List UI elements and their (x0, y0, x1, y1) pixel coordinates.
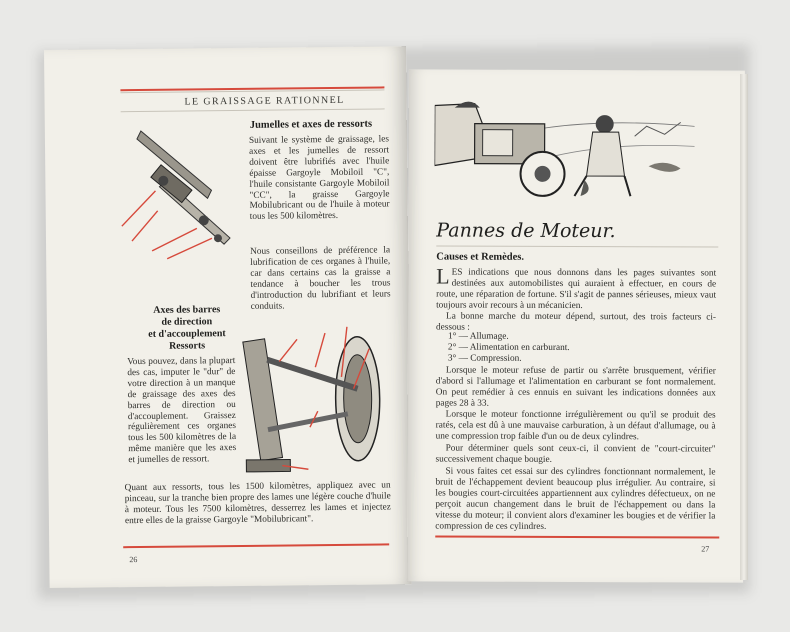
factors-list (448, 332, 570, 365)
running-head: LE GRAISSAGE RATIONNEL (184, 94, 345, 108)
dropcap: L (436, 263, 450, 289)
paragraph-factors: La bonne marche du moteur dépend, surtout, des trois facteurs ci-dessous : (435, 311, 717, 333)
spring-shackle-illustration (111, 120, 242, 261)
footer-rule-red-right (435, 536, 719, 539)
roadside-car-illustration (434, 96, 694, 207)
header-underline (121, 108, 385, 112)
factor-fuel: 2° — Alimentation en carburant. (447, 342, 570, 353)
title-underline (436, 246, 718, 248)
paragraph-intro-text: ES indications que nous donnons dans les pages suivantes sont destinées aux automobilistes qui auraient à effectuer, en cours de route, une réparation de fortune. S'il s'agit de pannes sérieuses, mieux vaut toujours avoir recours à un mécanicien. (436, 267, 717, 311)
steering-axle-illustration (237, 318, 389, 480)
page-number-right: 27 (701, 544, 710, 554)
factor-compression: 3° — Compression. (447, 353, 522, 364)
heading-springs: Ressorts (168, 340, 206, 352)
heading-shackles: Jumelles et axes de ressorts (249, 118, 373, 131)
paragraph-oil-advice: Nous conseillons de préférence la lubrification de ces organes à l'huile, car dans certains cas la graisse a tendance à boucher les trous d'introduction du lubrifiant et leurs conduits. (250, 245, 391, 312)
footer-rule-red (123, 543, 389, 548)
paragraph-steering: Vous pouvez, dans la plupart des cas, imputer le "dur" de votre direction à un manque de graissage des axes des barres de direction ou d'accouplement. Graissez régulièrement ces organes tous les 500 kilomètres de la même manière que les axes et jumelles de ressort. (127, 356, 237, 466)
heading-steering-l2: de direction (161, 316, 213, 328)
page-number-left: 26 (129, 555, 138, 565)
paragraph-misfire: Lorsque le moteur fonctionne irrégulièrement ou qu'il se produit des ratés, cela est dû à une mauvaise carburation, à un défaut d'allumage, ou à une compression trop faible d'un ou de deux cylindres. (435, 409, 716, 443)
heading-steering-l1: Axes des barres (153, 304, 221, 316)
page-edges (740, 74, 748, 580)
paragraph-springs: Quant aux ressorts, tous les 1500 kilomètres, appliquez avec un pinceau, sur la tranche bien propre des lames une légère couche d'huile à moteur. Tous les 7500 kilomètres, desserrez les lames et injectez entre elles de la graisse Gargoyle "Mobilubricant". (124, 480, 391, 526)
paragraph-test: Si vous faites cet essai sur des cylindres fonctionnant normalement, le bruit de l'échappement devient beaucoup plus irrégulier. Au contraire, si les bougies court-circuitées appartiennent aux cylindres défectueux, on ne perçoit aucun changement dans le bruit de l'échappement ou dans la vitesse du moteur; il convient alors d'examiner les bougies et de vérifier la compression de ces cylindres. (435, 466, 716, 532)
paragraph-short-circuit: Pour déterminer quels sont ceux-ci, il convient de "court-circuiter" successivement chaque bougie. (435, 443, 716, 465)
heading-steering-l3: et d'accouplement (148, 328, 226, 340)
paragraph-intro (436, 263, 717, 313)
chapter-title: Pannes de Moteur. (436, 219, 616, 243)
factor-ignition: 1° — Allumage. (447, 331, 509, 342)
left-page (44, 46, 412, 588)
paragraph-engine-stops: Lorsque le moteur refuse de partir ou s'arrête brusquement, vérifier d'abord si l'allumage et l'alimentation en carburant se font normalement. On peut remédier à ces ennuis en suivant les indications données aux pages 28 à 33. (435, 365, 716, 409)
subtitle-causes: Causes et Remèdes. (436, 251, 525, 263)
paragraph-shackles: Suivant le système de graissage, les axes et les jumelles de ressort doivent être lubrifiés avec l'huile épaisse Gargoyle Mobiloil "C", l'huile consistante Gargoyle Mobiloil "CC", la graisse Gargoyle Mobilubricant ou de l'huile à moteur tous les 500 kilomètres. (248, 134, 390, 223)
right-page (407, 69, 745, 582)
